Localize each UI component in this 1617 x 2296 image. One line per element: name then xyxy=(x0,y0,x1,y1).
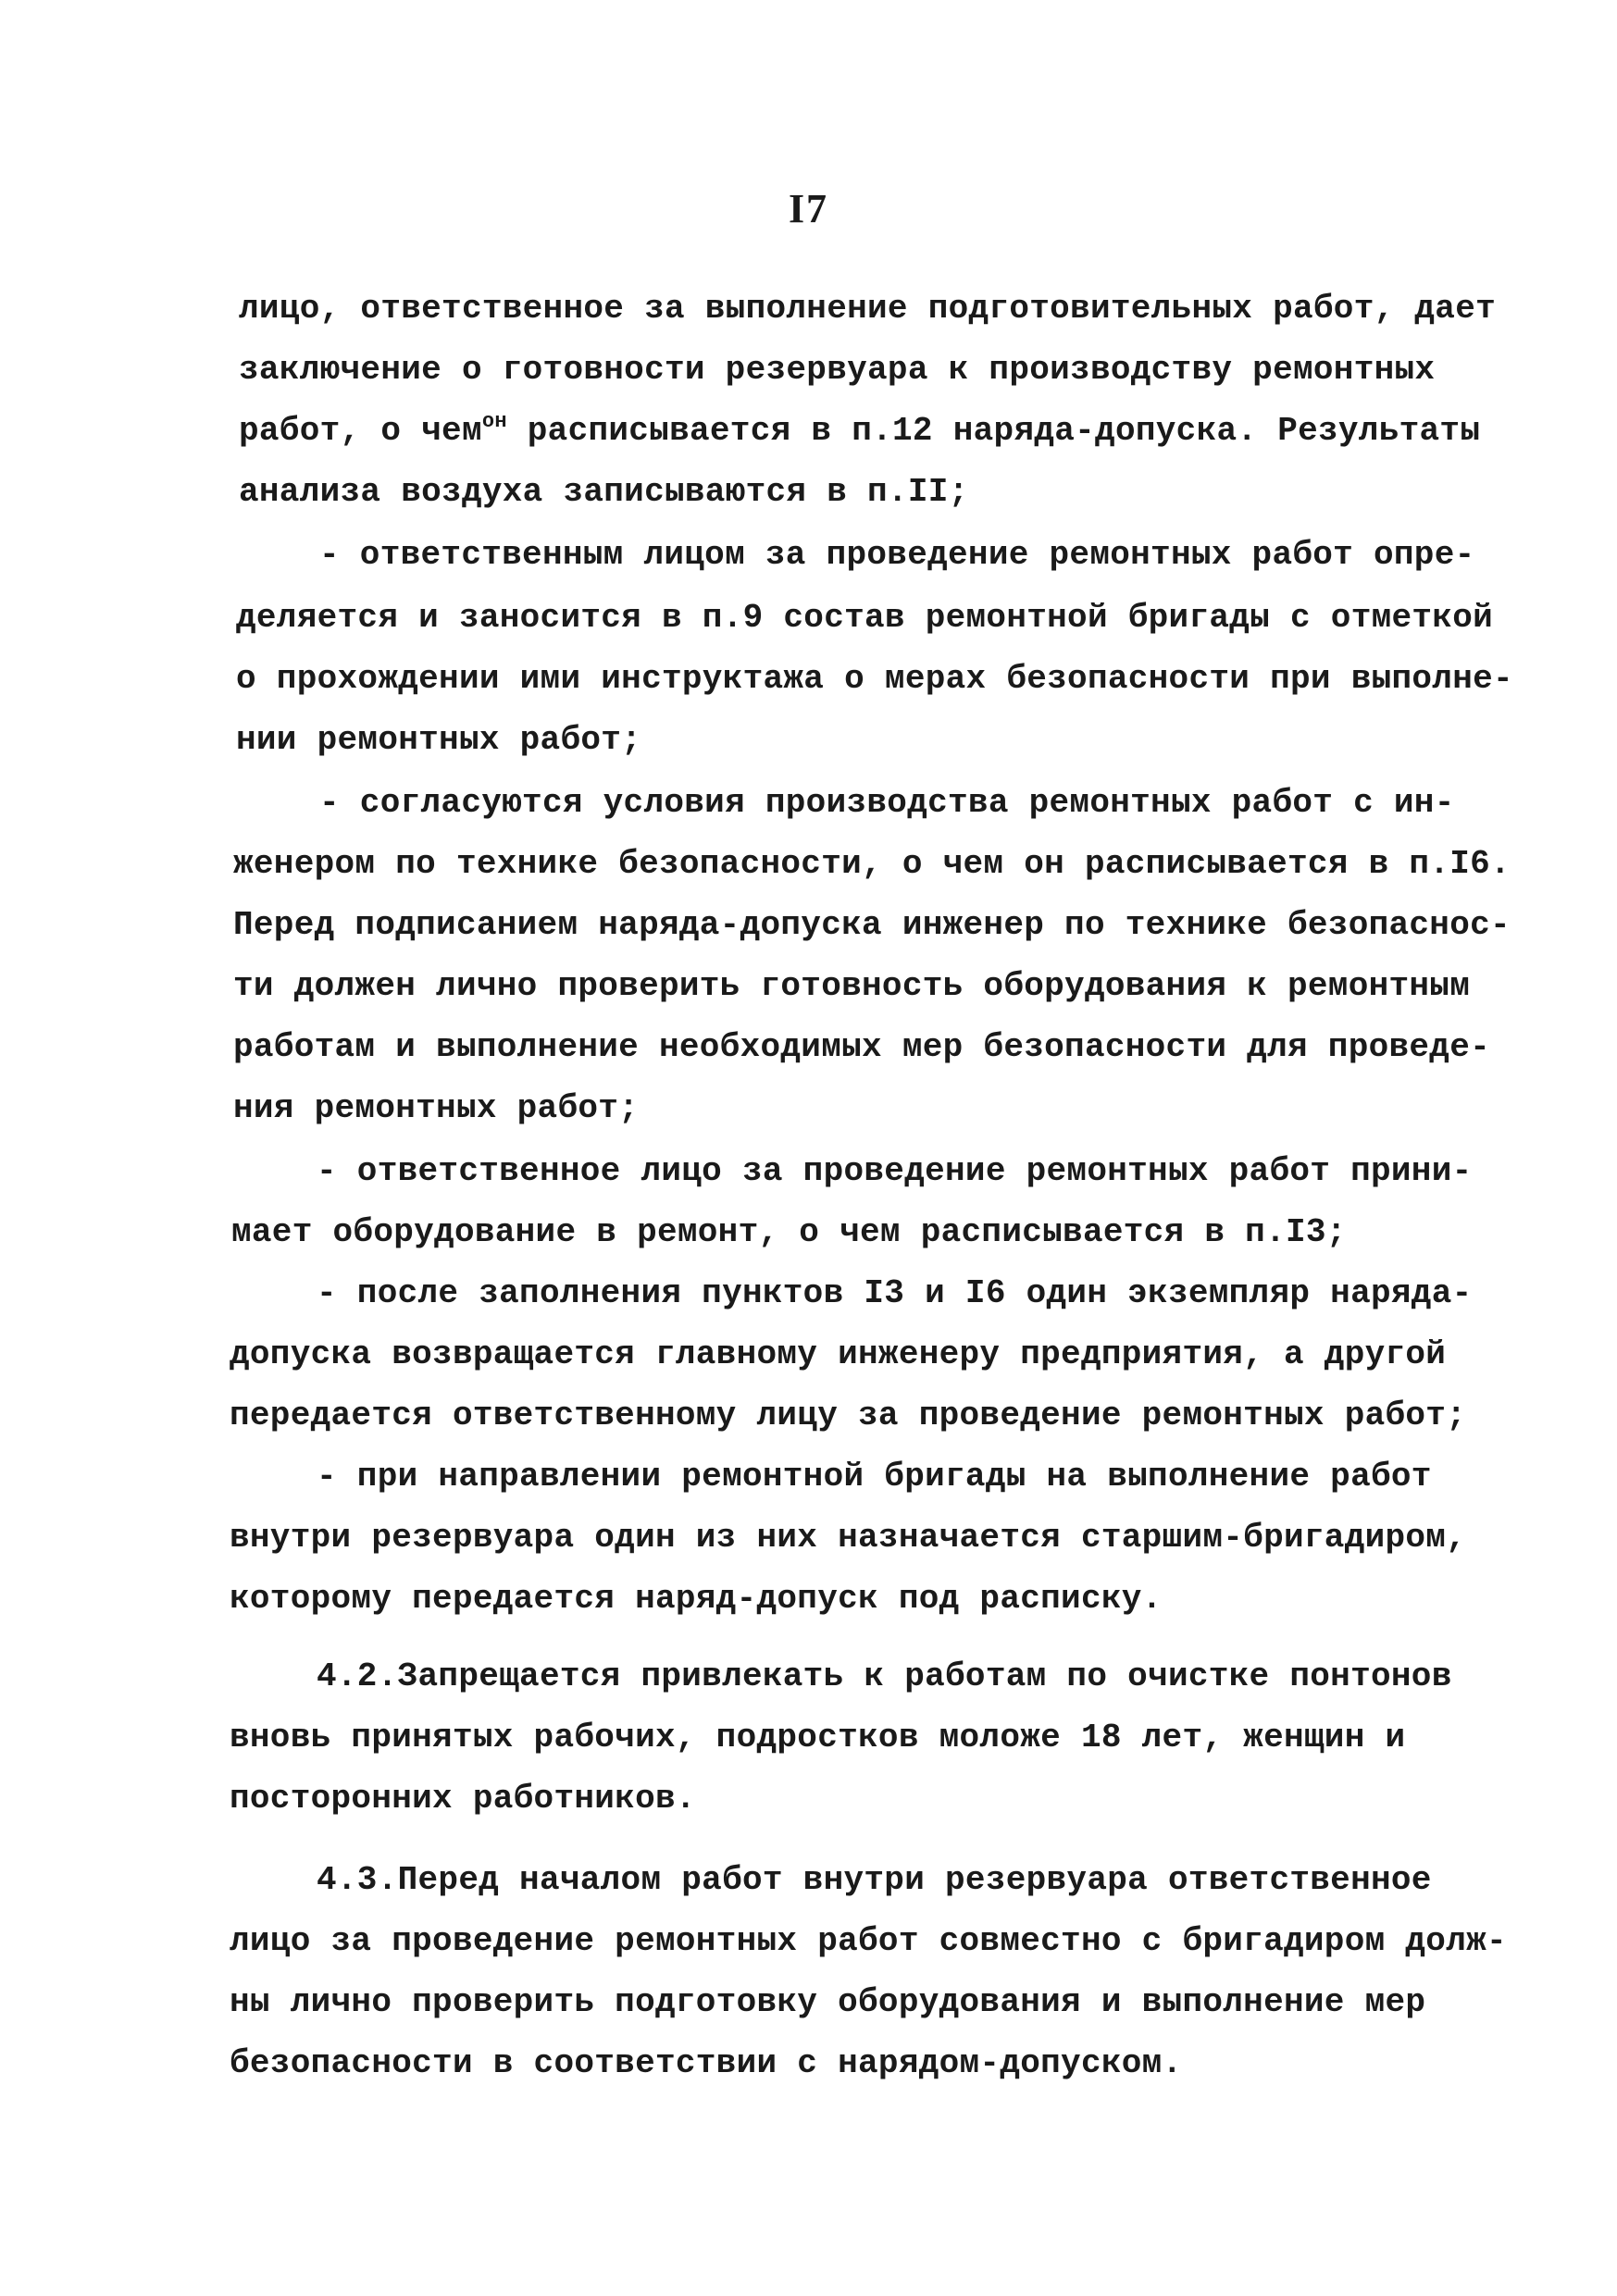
paragraph-4-line-1: - ответственное лицо за проведение ремонтных работ прини- xyxy=(317,1152,1473,1190)
paragraph-7-line-3: посторонних работников. xyxy=(230,1780,696,1818)
paragraph-3-line-4: ти должен лично проверить готовность оборудования к ремонтным xyxy=(233,967,1471,1005)
paragraph-2-line-4: нии ремонтных работ; xyxy=(236,721,642,759)
superscript-insertion: он xyxy=(481,410,507,433)
paragraph-7-line-1: 4.2.Запрещается привлекать к работам по очистке понтонов xyxy=(317,1657,1452,1695)
paragraph-2-line-2: деляется и заносится в п.9 состав ремонтной бригады с отметкой xyxy=(236,599,1494,637)
paragraph-1-line-2: заключение о готовности резервуара к производству ремонтных xyxy=(239,351,1436,389)
paragraph-2-line-1: - ответственным лицом за проведение ремонтных работ опре- xyxy=(319,536,1475,574)
paragraph-1-line-4: анализа воздуха записываются в п.II; xyxy=(239,473,969,511)
paragraph-1-line-3-start: работ, о чем xyxy=(239,412,482,450)
paragraph-8-line-2: лицо за проведение ремонтных работ совместно с бригадиром долж- xyxy=(230,1922,1507,1960)
paragraph-8-line-4: безопасности в соответствии с нарядом-допуском. xyxy=(230,2044,1183,2082)
paragraph-7-line-2: вновь принятых рабочих, подростков моложе 18 лет, женщин и xyxy=(230,1719,1406,1756)
paragraph-3-line-3: Перед подписанием наряда-допуска инженер по технике безопаснос- xyxy=(233,906,1511,944)
page-number: I7 xyxy=(788,186,829,231)
paragraph-8-line-3: ны лично проверить подготовку оборудования и выполнение мер xyxy=(230,1983,1426,2021)
paragraph-1-line-3-end: расписывается в п.12 наряда-допуска. Результаты xyxy=(506,412,1481,450)
paragraph-4-line-2: мает оборудование в ремонт, о чем расписывается в п.I3; xyxy=(231,1213,1347,1251)
paragraph-1-line-1: лицо, ответственное за выполнение подготовительных работ, дает xyxy=(239,290,1497,328)
paragraph-6-line-1: - при направлении ремонтной бригады на выполнение работ xyxy=(317,1458,1432,1496)
paragraph-6-line-3: которому передается наряд-допуск под расписку. xyxy=(230,1580,1163,1618)
paragraph-6-line-2: внутри резервуара один из них назначается старшим-бригадиром, xyxy=(230,1519,1467,1557)
paragraph-8-line-1: 4.3.Перед началом работ внутри резервуара ответственное xyxy=(317,1861,1432,1899)
paragraph-3-line-2: женером по технике безопасности, о чем он расписывается в п.I6. xyxy=(233,845,1511,883)
paragraph-3-line-6: ния ремонтных работ; xyxy=(233,1089,640,1127)
paragraph-5-line-2: допуска возвращается главному инженеру предприятия, а другой xyxy=(230,1335,1447,1373)
paragraph-3-line-1: - согласуются условия производства ремонтных работ с ин- xyxy=(319,784,1455,822)
paragraph-2-line-3: о прохождении ими инструктажа о мерах безопасности при выполне- xyxy=(236,660,1513,698)
paragraph-5-line-1: - после заполнения пунктов I3 и I6 один экземпляр наряда- xyxy=(317,1274,1473,1312)
paragraph-1-line-3 xyxy=(239,411,1480,455)
paragraph-3-line-5: работам и выполнение необходимых мер безопасности для проведе- xyxy=(233,1028,1491,1066)
paragraph-5-line-3: передается ответственному лицу за проведение ремонтных работ; xyxy=(230,1396,1467,1434)
